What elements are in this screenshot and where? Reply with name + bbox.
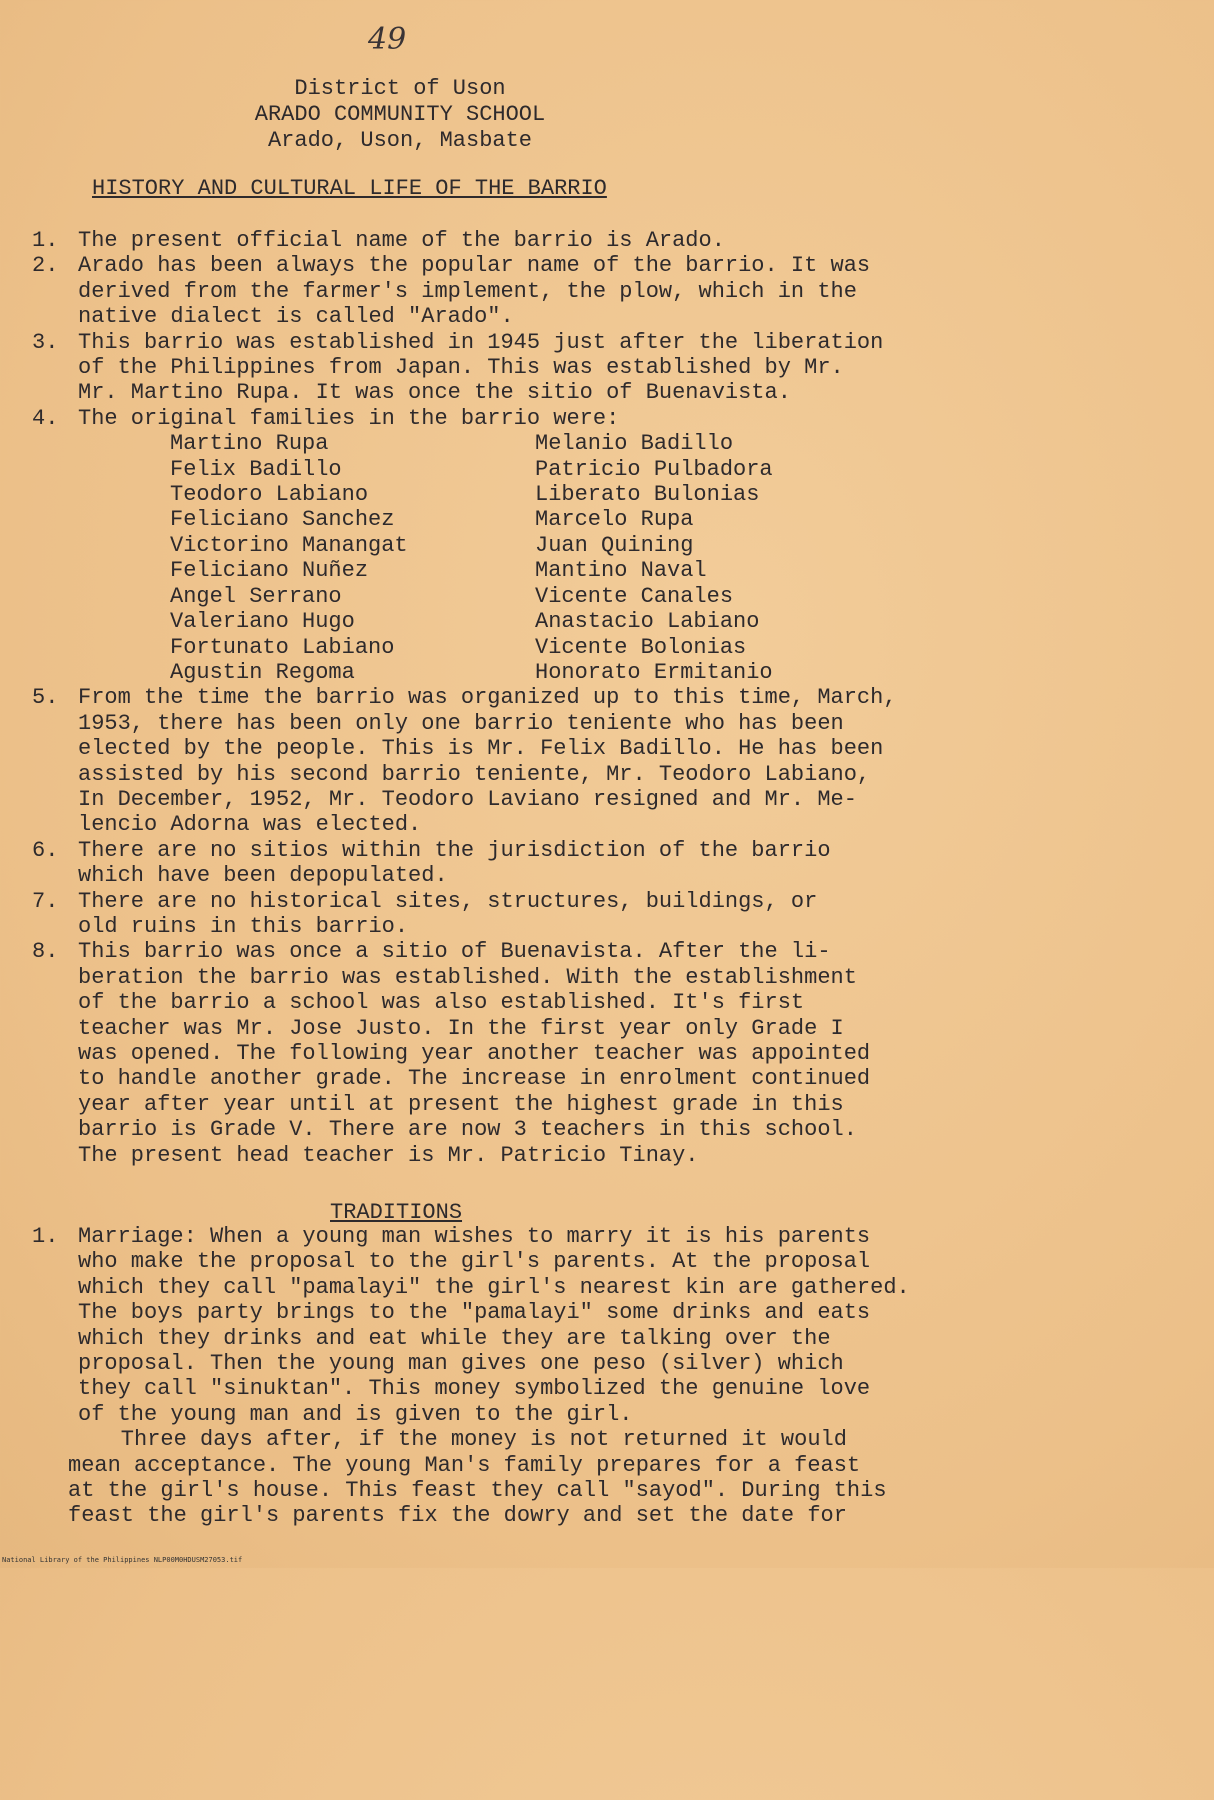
- section-title: HISTORY AND CULTURAL LIFE OF THE BARRIO: [92, 176, 607, 201]
- item-text: This barrio was once a sitio of Buenavista. After the li- beration the barrio was established. With the establishment of the barrio a school was also established. It's first teacher was Mr. Jose Justo. In the first year only Grade I was opened. The following year another teacher was appointed to handle another grade. The increase in enrolment continued year after year until at present the highest grade in this barrio is Grade V. There are now 3 teachers in this school. The present head teacher is Mr. Patricio Tinay.: [78, 939, 871, 1168]
- item-text: Marriage: When a young man wishes to marry it is his parents who make the proposal to the girl's parents. At the proposal which they call "pamalayi" the girl's nearest kin are gathered. The boys party brings to the "pamalayi" some drinks and eats which they drinks and eat while they are talking over the proposal. Then the young man gives one peso (silver) which they call "sinuktan". This money symbolized the genuine love of the young man and is given to the girl.: [78, 1224, 910, 1427]
- item-text: This barrio was established in 1945 just after the liberation of the Philippines from Japan. This was established by Mr. Mr. Martino Rupa. It was once the sitio of Buenavista.: [78, 329, 884, 406]
- item-text: The original families in the barrio were:: [78, 405, 620, 431]
- school-line: ARADO COMMUNITY SCHOOL: [254, 102, 546, 127]
- family-name: Patricio Pulbadora: [535, 456, 773, 482]
- family-name: Feliciano Nuñez: [170, 558, 369, 584]
- item-number: 6.: [32, 837, 59, 863]
- family-name: Martino Rupa: [170, 431, 329, 457]
- list-item: [32, 889, 1032, 940]
- family-name: Victorino Manangat: [170, 532, 408, 558]
- family-name: Mantino Naval: [535, 558, 707, 584]
- list-item: [32, 939, 1032, 1168]
- family-name: Melanio Badillo: [535, 431, 734, 457]
- item-number: 8.: [32, 939, 59, 965]
- traditions-title: TRADITIONS: [330, 1200, 463, 1225]
- page-number: 49: [368, 22, 407, 57]
- family-name: Teodoro Labiano: [170, 482, 369, 508]
- item-number: 4.: [32, 405, 59, 431]
- family-name: Juan Quining: [535, 532, 694, 558]
- family-name: Anastacio Labiano: [535, 609, 760, 635]
- family-name: Vicente Canales: [535, 583, 734, 609]
- family-name: Valeriano Hugo: [170, 609, 355, 635]
- item-text: There are no historical sites, structures, buildings, or old ruins in this barrio.: [78, 888, 818, 939]
- list-item: [32, 253, 1032, 329]
- family-name: Honorato Ermitanio: [535, 659, 773, 685]
- item-number: 3.: [32, 329, 59, 355]
- item-number: 7.: [32, 888, 59, 914]
- list-item: [32, 330, 1032, 406]
- list-item: [32, 1224, 1032, 1427]
- history-items: [32, 228, 1032, 1168]
- item-number: 5.: [32, 685, 59, 711]
- family-name: Vicente Bolonias: [535, 634, 747, 660]
- item-text: From the time the barrio was organized up to this time, March, 1953, there has been only one barrio teniente who has been elected by the people. This is Mr. Felix Badillo. He has been assisted by his second barrio teniente, Mr. Teodoro Labiano, In December, 1952, Mr. Teodoro Laviano resigned and Mr. Me- lencio Adorna was elected.: [78, 685, 897, 838]
- list-item: [32, 406, 1032, 431]
- traditions-section: [32, 1224, 1032, 1529]
- document-header: [160, 76, 640, 154]
- archive-reference: National Library of the Philippines NLP00M0HDUSM27053.tif: [2, 1556, 243, 1564]
- item-text: There are no sitios within the jurisdiction of the barrio which have been depopulated.: [78, 837, 831, 889]
- family-name: Feliciano Sanchez: [170, 507, 395, 533]
- item-number: 2.: [32, 253, 59, 279]
- item-text: Arado has been always the popular name of the barrio. It was derived from the farmer's implement, the plow, which in the native dialect is called "Arado".: [78, 253, 871, 330]
- item-number: 1.: [32, 1224, 59, 1249]
- list-item: [32, 228, 1032, 253]
- list-item: [32, 838, 1032, 889]
- item-text: The present official name of the barrio is Arado.: [78, 228, 725, 253]
- family-name: Liberato Bulonias: [535, 482, 760, 508]
- family-name: Fortunato Labiano: [170, 634, 395, 660]
- district-line: District of Uson: [294, 76, 506, 101]
- tradition-paragraph: Three days after, if the money is not returned it would mean acceptance. The young Man's family prepares for a feast at the girl's house. This feast they call "sayod". During this feast the girl's parents fix the dowry and set the date for: [68, 1427, 887, 1529]
- location-line: Arado, Uson, Masbate: [267, 128, 533, 153]
- family-name: Marcelo Rupa: [535, 507, 694, 533]
- original-families-list: [170, 431, 1032, 685]
- family-name: Angel Serrano: [170, 583, 342, 609]
- family-name: Agustin Regoma: [170, 659, 355, 685]
- item-number: 1.: [32, 228, 59, 253]
- list-item: [32, 685, 1032, 837]
- family-name: Felix Badillo: [170, 456, 342, 482]
